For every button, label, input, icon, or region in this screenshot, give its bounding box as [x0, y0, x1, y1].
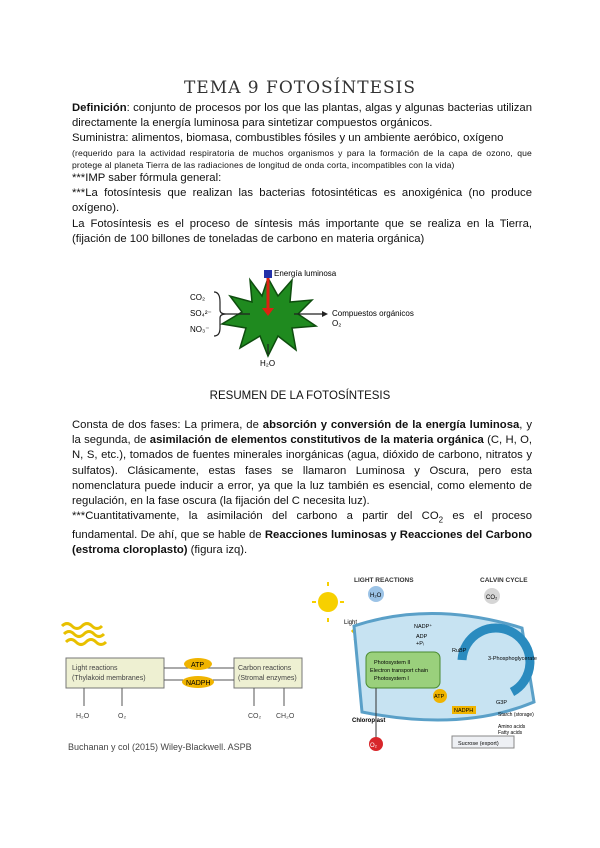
- importance-line: La Fotosíntesis es el proceso de síntesis más importante que se realiza en la Tierra, (fijación de 100 billones de toneladas de carbono en materia orgánica): [72, 217, 532, 245]
- anoxygenic-line: ***La fotosíntesis que realizan las bacterias fotosintéticas es anoxigénica (no produce oxígeno).: [72, 187, 532, 215]
- ps2-label: Photosystem II: [374, 660, 411, 666]
- supplies-line: Suministra: alimentos, biomasa, combustibles fósiles y un ambiente aeróbico, oxígeno: [72, 132, 504, 145]
- quant-text-1: ***Cuantitativamente, la asimilación del carbono a partir del CO: [72, 510, 439, 523]
- light-label: Light: [344, 620, 358, 626]
- ps1-label: Photosystem I: [374, 676, 409, 682]
- page-title: TEMA 9 FOTOSÍNTESIS: [183, 78, 417, 98]
- compounds-label: Compuestos orgánicos: [332, 309, 414, 318]
- nadph-label: NADPH: [454, 708, 474, 714]
- intro-block: [72, 101, 532, 247]
- atp-label: ATP: [191, 662, 205, 669]
- co2-label: CO₂: [248, 713, 262, 720]
- carbon-reactions-sub: (Stromal enzymes): [238, 675, 297, 682]
- amino-label: Amino acids: [498, 724, 526, 730]
- chloroplast-label: Chloroplast: [352, 718, 386, 724]
- co2-label: CO₂: [190, 293, 206, 302]
- pi-label: +Pᵢ: [416, 641, 424, 647]
- no3-label: NO₃⁻: [190, 325, 210, 334]
- starch-label: Starch (storage): [498, 712, 534, 718]
- light-reactions-sub: (Thylakoid membranes): [72, 675, 146, 682]
- carbon-reactions-label: Carbon reactions: [238, 665, 292, 672]
- atp-label: ATP: [434, 694, 445, 700]
- quant-sub: 2: [438, 515, 444, 525]
- g3p-label: G3P: [496, 700, 508, 706]
- summary-block: [72, 418, 532, 558]
- supplies-note: (requerido para la actividad respiratoria de muchos organismos y para la formación de la capa de ozono, que protege al planeta Tierra de las radiaciones de longitud de onda corta, incompatibles con la vida): [72, 147, 532, 170]
- o2-label: O₂: [332, 319, 342, 328]
- calvin-heading: CALVIN CYCLE: [480, 577, 528, 584]
- quant-bold: Reacciones luminosas y Reacciones del Carbono (estroma cloroplasto): [72, 528, 533, 556]
- quant-text-3: (figura izq).: [187, 543, 248, 556]
- fatty-label: Fatty acids: [498, 730, 523, 736]
- carbon-reactions-box: [234, 658, 302, 688]
- chloroplast-diagram: [312, 572, 546, 768]
- phases-paragraph: [72, 418, 532, 509]
- figure-credit: Buchanan y col (2015) Wiley-Blackwell. ASPB: [68, 742, 252, 752]
- h2o-label: H₂O: [260, 359, 276, 368]
- inputs-brace: [214, 292, 226, 336]
- nadph-label: NADPH: [186, 680, 211, 687]
- phases-text-2: , y la segunda, de: [72, 419, 532, 447]
- light-wave-icon: [62, 624, 106, 645]
- light-reactions-heading: LIGHT REACTIONS: [354, 577, 414, 584]
- quant-text-2: es el proceso fundamental. De ahí, que se hable de: [72, 510, 532, 541]
- photosynthesis-leaf-diagram: [180, 266, 420, 370]
- phases-bold-1: absorción y conversión de la energía luminosa: [262, 419, 520, 431]
- definition-text: : conjunto de procesos por los que las plantas, algas y algunas bacterias utilizan directamente la energía luminosa para sintetizar compuestos orgánicos.: [72, 102, 532, 130]
- co2-label: CO₂: [486, 595, 498, 601]
- definition-label: Definición: [72, 102, 127, 114]
- light-reactions-box: [66, 658, 164, 688]
- quantitative-paragraph: [72, 509, 532, 558]
- phases-text-3: (C, H, O, N, S, etc.), tomados de fuentes minerales inorgánicas (agua, dióxido de carbono, nitratos y sulfatos). Clásicamente, estas fases se llamaron Luminosa y Oscura, pero esta nomenclatura puede inducir a error, ya que la luz también es esencial, como elemento de regulación, en la fase oscura (la fijación del C necesita luz).: [72, 434, 532, 508]
- etc-label: Electron transport chain: [370, 668, 429, 674]
- rubp-label: RuBP: [452, 648, 467, 654]
- h2o-label: H₂O: [370, 593, 382, 599]
- reactions-block-diagram: [58, 612, 308, 736]
- light-reactions-label: Light reactions: [72, 665, 118, 672]
- o2-label: O₂: [370, 743, 377, 749]
- nadp-label: NADP⁺: [414, 624, 433, 630]
- so4-label: SO₄²⁻: [190, 309, 212, 318]
- phases-text-1: Consta de dos fases: La primera, de: [72, 419, 263, 431]
- ch2o-label: CH₂O: [276, 713, 295, 720]
- pga-label: 3-Phosphoglycerate: [488, 656, 537, 662]
- definition-paragraph: [72, 101, 532, 131]
- imp-line: ***IMP saber fórmula general:: [72, 172, 222, 185]
- sucrose-label: Sucrose (export): [458, 741, 499, 747]
- sun-icon: [318, 592, 338, 612]
- phases-bold-2: asimilación de elementos constitutivos de la materia orgánica: [149, 434, 484, 447]
- light-label: Energía luminosa: [274, 269, 337, 278]
- o2-label: O₂: [118, 713, 127, 720]
- adp-label: ADP: [416, 634, 428, 640]
- section-title: RESUMEN DE LA FOTOSÍNTESIS: [209, 390, 391, 402]
- h2o-label: H₂O: [76, 713, 90, 720]
